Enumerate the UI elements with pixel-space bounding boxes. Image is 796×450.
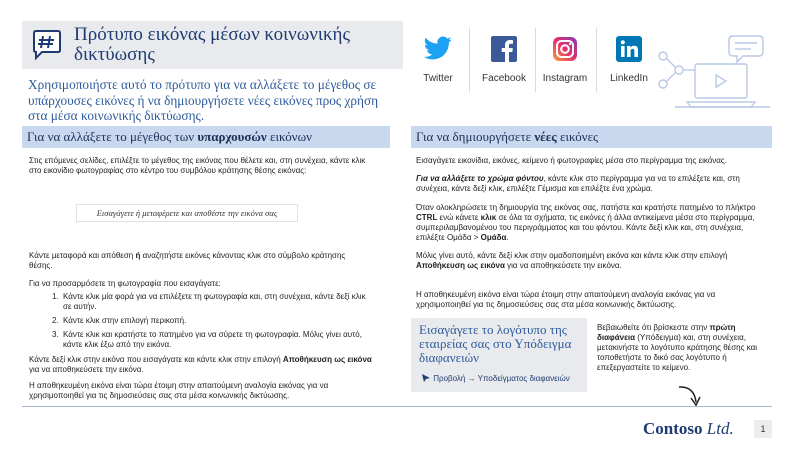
hashtag-icon [32, 28, 62, 60]
text: Μόλις γίνει αυτό, κάντε δεξί κλικ στην ομαδοποιημένη εικόνα και κάντε κλικ στην επιλογή [416, 251, 728, 260]
step-number: 3. [52, 330, 59, 339]
page-title: Πρότυπο εικόνας μέσων κοινωνικής δικτύωσης [74, 24, 351, 65]
right-paragraph-2 [416, 174, 768, 194]
intro-text: Χρησιμοποιήστε αυτό το πρότυπο για να αλλάξετε το μέγεθος σε υπάρχουσες εικόνες ή να δημιουργήσετε νέες εικόνες προς χρήση στα μέσα κοινωνικής δικτύωσης. [28, 77, 379, 123]
list-item [52, 330, 372, 350]
header-emphasis: νέες [534, 129, 557, 144]
list-item [52, 316, 372, 326]
header-text: Για να δημιουργήσετε [416, 129, 535, 144]
emphasis: CTRL [416, 213, 438, 222]
menu-view[interactable]: Προβολή [433, 374, 466, 383]
social-label: Twitter [423, 73, 453, 84]
text: (Υπόδειγμα) και, στη συνέχεια, μετακινήστε το λογότυπο κράτησης θέσης και τοποθετήστε το δικό σας λογότυπο ή επεξεργαστείτε το κείμενο. [597, 333, 757, 372]
instagram-icon [552, 36, 578, 62]
social-label: LinkedIn [610, 73, 648, 84]
left-paragraph-2 [29, 251, 369, 271]
social-instagram [530, 26, 600, 84]
arrow-right-icon: → [467, 374, 476, 383]
laptop-share-illustration [655, 34, 777, 112]
text: αναζητήστε εικόνες κάνοντας κλικ στο σύμβολο κράτησης θέσης. [29, 251, 346, 270]
right-paragraph-4 [416, 251, 756, 271]
step-text: Κάντε κλικ μία φορά για να επιλέξετε τη φωτογραφία και, στη συνέχεια, κάντε δεξί κλικ σε αυτήν. [63, 292, 366, 311]
right-section-header [411, 126, 772, 148]
emphasis: Αποθήκευση ως εικόνα [416, 261, 505, 270]
text: ενώ κάνετε [437, 213, 481, 222]
logo-note [597, 323, 765, 373]
left-paragraph-1: Στις επόμενες σελίδες, επιλέξτε το μέγεθος της εικόνας που θέλετε και, στη συνέχεια, κάντε κλικ στο εικονίδιο φωτογραφίας στο κέντρο του συμβόλου κράτησης θέσης εικόνας: [29, 156, 366, 175]
company-logo [643, 419, 734, 439]
text: Κάντε δεξί κλικ στην εικόνα που εισαγάγατε και κάντε κλικ στην επιλογή [29, 355, 283, 364]
step-number: 2. [52, 316, 59, 325]
menu-path [421, 373, 587, 384]
facebook-icon [491, 36, 517, 62]
text: για να αποθηκεύσετε την εικόνα. [29, 365, 144, 374]
text: σε όλα τα σχήματα, τις εικόνες ή άλλα αντικείμενα μέσα στο περίγραμμα, συμπεριλαμβανομένου του περιγράμματος και του φόντου. Κάντε δεξί κλικ και, στη συνέχεια, επιλέξτε Ομάδα > [416, 213, 755, 242]
title-banner [22, 21, 403, 69]
social-label: Facebook [482, 73, 526, 84]
left-section-header [22, 126, 390, 148]
emphasis: πρώτη διαφάνεια [597, 323, 736, 342]
page-number: 1 [754, 420, 772, 438]
text: Κάντε μεταφορά και απόθεση [29, 251, 136, 260]
step-text: Κάντε κλικ στην επιλογή περικοπή. [63, 316, 187, 325]
emphasis: Αποθήκευση ως εικόνα [282, 355, 372, 364]
cursor-icon [421, 373, 431, 383]
social-facebook [469, 26, 539, 84]
text: . [506, 233, 509, 242]
left-paragraph-5: Η αποθηκευμένη εικόνα είναι τώρα έτοιμη στην απαιτούμενη αναλογία εικόνας για να χρησιμοποιηθεί για τις δημοσιεύσεις σας στα μέσα κοινωνικής δικτύωσης. [29, 381, 329, 400]
menu-slide-master[interactable]: Υποδείγματος διαφανειών [477, 374, 570, 383]
footer-rule [22, 406, 772, 407]
twitter-bird-icon [423, 36, 453, 62]
logo-suffix: Ltd. [706, 419, 734, 438]
social-linkedin [594, 26, 664, 84]
right-paragraph-5: Η αποθηκευμένη εικόνα είναι τώρα έτοιμη στην απαιτούμενη αναλογία εικόνας για να χρησιμοποιηθεί για τις δημοσιεύσεις σας στα μέσα κοινωνικής δικτύωσης. [416, 290, 716, 309]
header-text: Για να αλλάξετε το μέγεθος των [27, 129, 198, 144]
text: , κάντε κλικ στο περίγραμμα για να το επιλέξετε και, στη συνέχεια, κάντε δεξί κλικ, επιλέξτε Γέμισμα και επιλέξτε ένα χρώμα. [416, 174, 740, 193]
logo-name: Contoso [643, 419, 703, 438]
header-text: εικόνων [266, 129, 313, 144]
emphasis: κλικ [480, 213, 497, 222]
header-text: εικόνες [556, 129, 599, 144]
emphasis: Για να αλλάξετε το χρώμα φόντου [416, 174, 544, 183]
header-emphasis: υπαρχουσών [197, 129, 267, 144]
social-label: Instagram [542, 73, 588, 84]
logo-instruction-box [411, 318, 587, 392]
steps-list [52, 292, 372, 354]
emphasis: ή [135, 251, 141, 260]
social-twitter [403, 26, 473, 84]
left-paragraph-3: Για να προσαρμόσετε τη φωτογραφία που εισαγάγατε: [29, 279, 221, 288]
linkedin-icon [616, 36, 642, 62]
right-paragraph-3 [416, 203, 768, 243]
text: για να αποθηκεύσετε την εικόνα. [504, 261, 622, 270]
step-text: Κάντε κλικ και κρατήστε το πατημένο για να σύρετε τη φωτογραφία. Μόλις γίνει αυτό, κάντε κλικ έξω από την εικόνα. [63, 330, 362, 349]
emphasis: Ομάδα [480, 233, 507, 242]
text: Όταν ολοκληρώσετε τη δημιουργία της εικόνας σας, πατήστε και κρατήστε πατημένο το πλήκτρο [416, 203, 756, 212]
right-paragraph-1: Εισαγάγετε εικονίδια, εικόνες, κείμενο ή φωτογραφίες μέσα στο περίγραμμα της εικόνας. [416, 156, 727, 165]
step-number: 1. [52, 292, 59, 301]
logo-box-title: Εισαγάγετε το λογότυπο της εταιρείας σας στο Υπόδειγμα διαφανειών [419, 322, 572, 365]
list-item [52, 292, 372, 312]
image-placeholder[interactable]: Εισαγάγετε ή μεταφέρετε και αποθέστε την εικόνα σας [76, 204, 298, 222]
left-paragraph-4 [29, 355, 374, 375]
text: Βεβαιωθείτε ότι βρίσκεστε στην [597, 323, 710, 332]
